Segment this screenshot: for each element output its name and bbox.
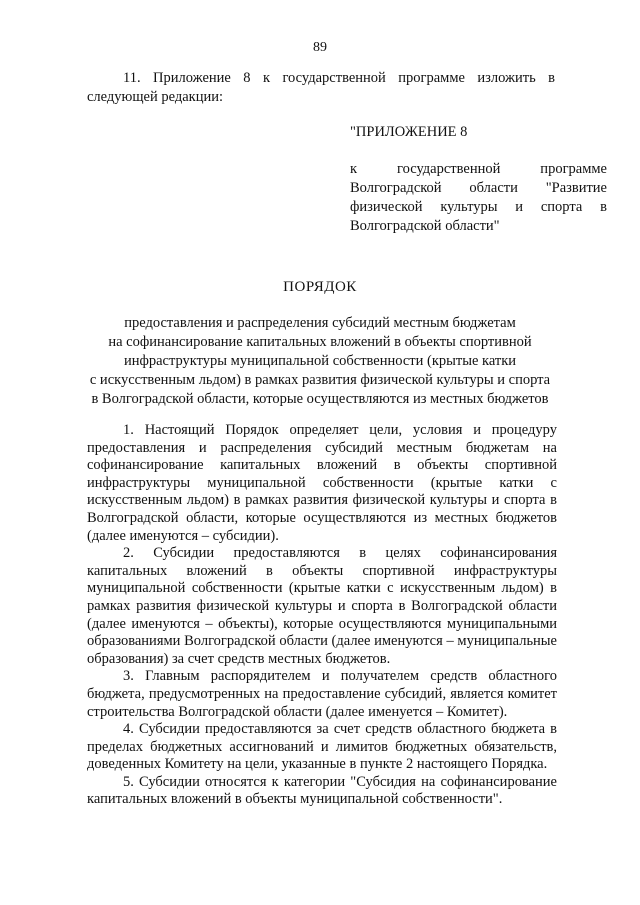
document-title: ПОРЯДОК	[283, 279, 357, 295]
subtitle-line: в Волгоградской области, которые осуществляются из местных бюджетов	[91, 391, 549, 407]
document-subtitle	[70, 314, 570, 409]
subtitle-line: на софинансирование капитальных вложений в объекты спортивной	[108, 334, 532, 350]
paragraph-4: 4. Субсидии предоставляются за счет средств областного бюджета в пределах бюджетных ассигнований и лимитов бюджетных обязательств, доведенных Комитету на цели, указанные в пункте 2 настоящего Порядка.	[87, 721, 557, 773]
subtitle-line: с искусственным льдом) в рамках развития физической культуры и спорта	[89, 372, 551, 388]
paragraph-2: 2. Субсидии предоставляются в целях софинансирования капитальных вложений в объекты спортивной инфраструктуры муниципальной собственности (крытые катки с искусственным льдом) в рамках развития физической культуры и спорта в Волгоградской области (далее именуются – объекты), которые осуществляются муниципальными образованиями Волгоградской области (далее именуются – муниципальные образования) за счет средств местных бюджетов.	[87, 545, 557, 667]
appendix-title: "ПРИЛОЖЕНИЕ 8	[350, 124, 468, 140]
page-number: 89	[313, 40, 327, 55]
subtitle-line: предоставления и распределения субсидий местным бюджетам	[124, 315, 516, 331]
appendix-reference: к государственной программе Волгоградской области "Развитие физической культуры и спорта в Волгоградской области"	[350, 161, 607, 234]
paragraph-3: 3. Главным распорядителем и получателем средств областного бюджета, предусмотренных на предоставление субсидий, является комитет строительства Волгоградской области (далее именуется – Комитет).	[87, 668, 557, 720]
document-body	[87, 422, 557, 809]
subtitle-line: инфраструктуры муниципальной собственности (крытые катки	[123, 353, 517, 369]
paragraph-5: 5. Субсидии относятся к категории "Субсидия на софинансирование капитальных вложений в объекты муниципальной собственности".	[87, 773, 557, 808]
paragraph-1: 1. Настоящий Порядок определяет цели, условия и процедуру предоставления и распределения субсидий местным бюджетам на софинансирование капитальных вложений в объекты спортивной инфраструктуры муниципальной собственности (крытые катки с искусственным льдом) в рамках развития физической культуры и спорта в Волгоградской области, которые осуществляются из местных бюджетов (далее именуются – субсидии).	[87, 422, 557, 544]
amendment-intro: 11. Приложение 8 к государственной программе изложить в следующей редакции:	[87, 70, 555, 105]
appendix-header	[350, 123, 607, 236]
